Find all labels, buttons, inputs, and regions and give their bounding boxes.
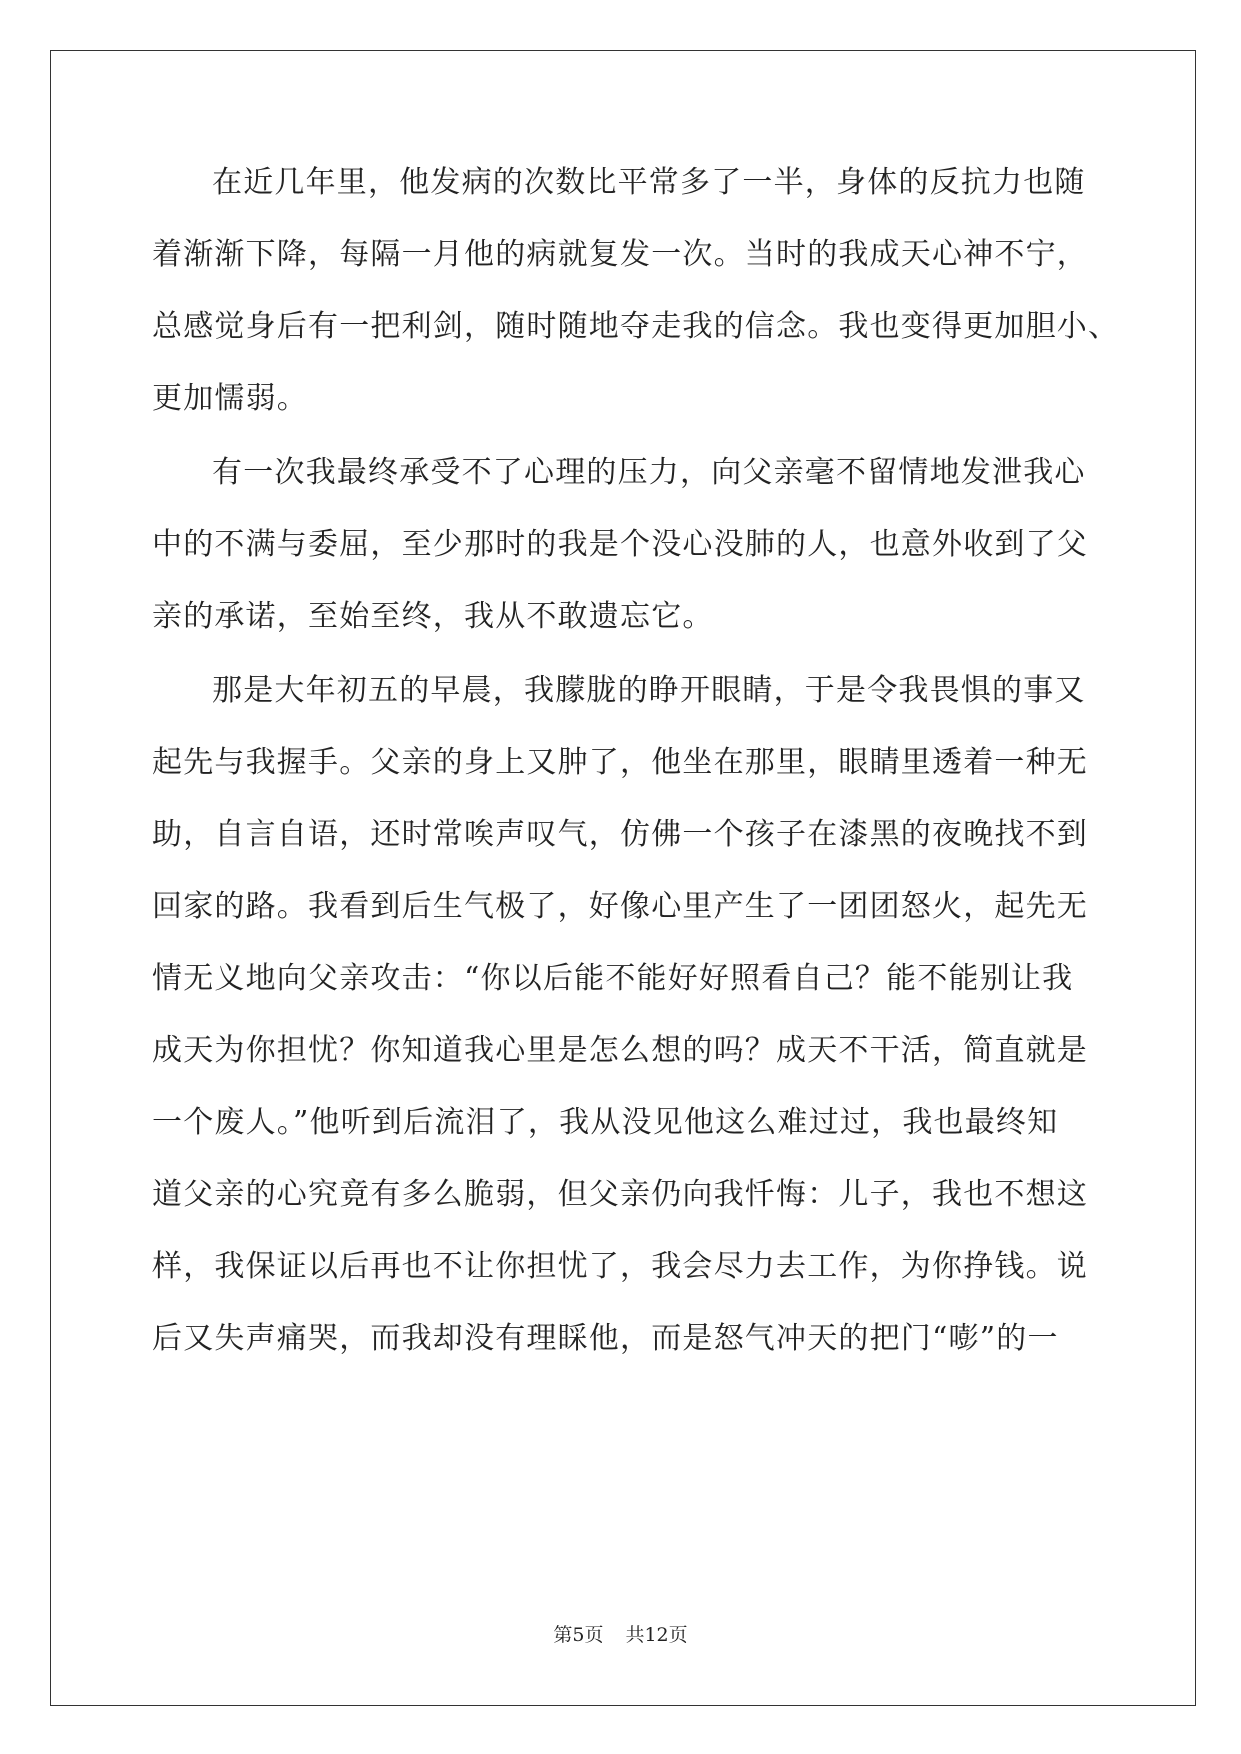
- text-line: 助，自言自语，还时常唉声叹气，仿佛一个孩子在漆黑的夜晚找不到: [152, 817, 1088, 852]
- text-line: 那是大年初五的早晨，我朦胧的睁开眼睛，于是令我畏惧的事又: [212, 673, 1086, 708]
- text-line: 成天为你担忧？你知道我心里是怎么想的吗？成天不干活，简直就是: [152, 1033, 1088, 1068]
- text-line: 在近几年里，他发病的次数比平常多了一半，身体的反抗力也随: [212, 165, 1086, 200]
- page-border: [50, 50, 1196, 1706]
- text-line: 更加懦弱。: [152, 381, 308, 416]
- text-line: 回家的路。我看到后生气极了，好像心里产生了一团团怒火，起先无: [152, 889, 1088, 924]
- page-footer: [0, 1622, 1241, 1648]
- text-line: 起先与我握手。父亲的身上又肿了，他坐在那里，眼睛里透着一种无: [152, 745, 1088, 780]
- text-line: 一个废人。”他听到后流泪了，我从没见他这么难过过，我也最终知: [152, 1105, 1059, 1140]
- text-line: 着渐渐下降，每隔一月他的病就复发一次。当时的我成天心神不宁，: [152, 237, 1088, 272]
- text-line: 道父亲的心究竟有多么脆弱，但父亲仍向我忏悔：儿子，我也不想这: [152, 1177, 1088, 1212]
- page-number: 第5页: [553, 1624, 604, 1646]
- text-line: 中的不满与委屈，至少那时的我是个没心没肺的人，也意外收到了父: [152, 527, 1088, 562]
- text-line: 后又失声痛哭，而我却没有理睬他，而是怒气冲天的把门“嘭”的一: [152, 1321, 1059, 1356]
- page-total: 共12页: [625, 1624, 688, 1646]
- text-line: 总感觉身后有一把利剑，随时随地夺走我的信念。我也变得更加胆小、: [152, 309, 1120, 344]
- text-line: 样，我保证以后再也不让你担忧了，我会尽力去工作，为你挣钱。说: [152, 1249, 1088, 1284]
- text-line: 情无义地向父亲攻击：“你以后能不能好好照看自己？能不能别让我: [152, 961, 1074, 996]
- text-line: 亲的承诺，至始至终，我从不敢遗忘它。: [152, 599, 714, 634]
- text-line: 有一次我最终承受不了心理的压力，向父亲毫不留情地发泄我心: [212, 455, 1086, 490]
